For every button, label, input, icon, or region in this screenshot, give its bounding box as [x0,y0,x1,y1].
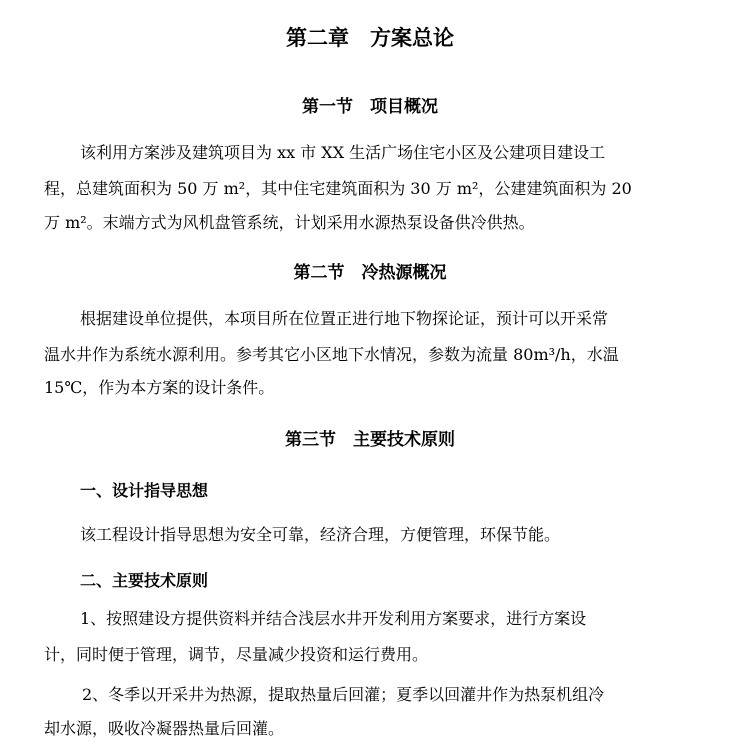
section-2-line-3: 15℃，作为本方案的设计条件。 [44,378,275,397]
section-1-line-1: 该利用方案涉及建筑项目为 xx 市 XX 生活广场住宅小区及公建项目建设工 [80,143,606,162]
subsection-1-line-1: 该工程设计指导思想为安全可靠，经济合理，方便管理，环保节能。 [80,525,561,544]
subsection-2-line-3: 2、冬季以开采井为热源，提取热量后回灌；夏季以回灌井作为热泵机组冷 [82,685,605,704]
subsection-2-line-1: 1、按照建设方提供资料并结合浅层水井开发利用方案要求，进行方案设 [80,609,587,628]
section-3-title: 第三节 主要技术原则 [285,430,455,450]
section-1-line-3: 万 m²。末端方式为风机盘管系统，计划采用水源热泵设备供冷供热。 [44,213,535,232]
section-1-title: 第一节 项目概况 [302,97,438,117]
chapter-title: 第二章 方案总论 [286,26,454,50]
section-2-line-2: 温水井作为系统水源利用。参考其它小区地下水情况，参数为流量 80m³/h，水温 [44,345,619,364]
subsection-2-heading: 二、主要技术原则 [80,571,209,590]
section-2-line-1: 根据建设单位提供，本项目所在位置正进行地下物探论证，预计可以开采常 [80,309,609,328]
section-2-title: 第二节 冷热源概况 [293,263,447,283]
section-1-line-2: 程，总建筑面积为 50 万 m²，其中住宅建筑面积为 30 万 m²，公建建筑面积为 20 [44,179,632,198]
subsection-2-line-2: 计，同时便于管理，调节，尽量减少投资和运行费用。 [44,645,429,664]
subsection-1-heading: 一、设计指导思想 [80,481,209,500]
subsection-2-line-4: 却水源，吸收冷凝器热量后回灌。 [44,719,285,738]
